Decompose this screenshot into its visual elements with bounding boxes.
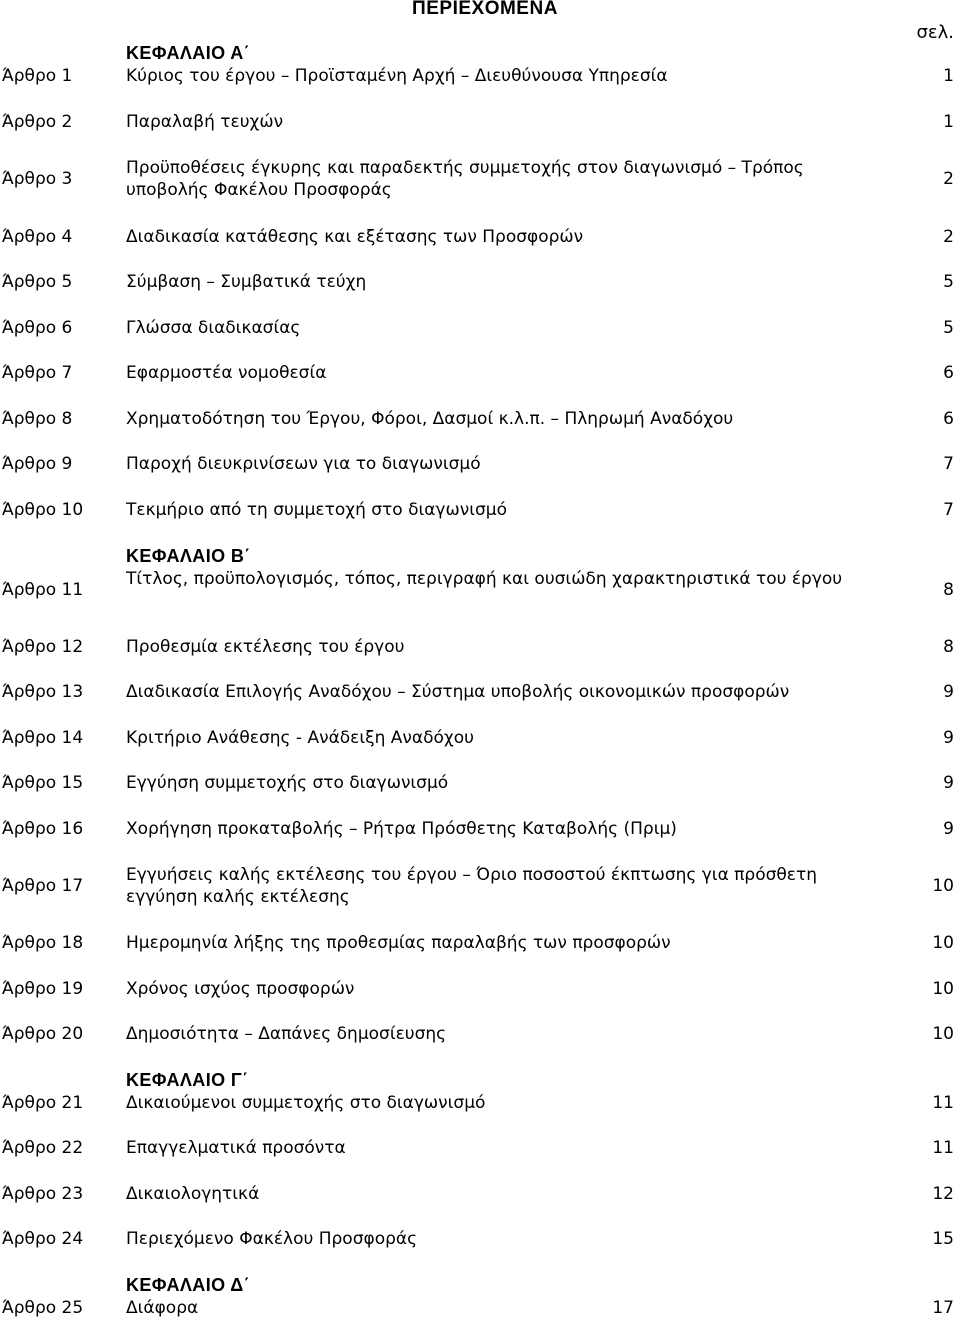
article-title: Προθεσμία εκτέλεσης του έργου — [126, 637, 405, 657]
article-title: Δικαιολογητικά — [126, 1184, 260, 1204]
page-column-header: σελ. — [916, 22, 954, 43]
article-title: Γλώσσα διαδικασίας — [126, 318, 301, 338]
chapter-heading-c: ΚΕΦΑΛΑΙΟ Γ΄ — [126, 1070, 249, 1090]
article-page: 7 — [943, 500, 954, 520]
article-title: Εγγύηση συμμετοχής στο διαγωνισμό — [126, 773, 449, 793]
article-label: Άρθρο 22 — [2, 1138, 84, 1158]
article-page: 11 — [932, 1093, 954, 1113]
article-label: Άρθρο 3 — [2, 169, 73, 189]
article-title: Δημοσιότητα – Δαπάνες δημοσίευσης — [126, 1024, 447, 1044]
article-label: Άρθρο 16 — [2, 819, 84, 839]
article-label: Άρθρο 4 — [2, 227, 73, 247]
article-title: Δικαιούμενοι συμμετοχής στο διαγωνισμό — [126, 1093, 486, 1113]
article-title: Διάφορα — [126, 1298, 199, 1318]
article-page: 9 — [943, 682, 954, 702]
page-title: ΠΕΡΙΕΧΟΜΕΝΑ — [412, 0, 558, 19]
article-title: Τίτλος, προϋπολογισμός, τόπος, περιγραφή και ουσιώδη χαρακτηριστικά του έργου — [126, 569, 843, 589]
chapter-heading-a: ΚΕΦΑΛΑΙΟ Α΄ — [126, 43, 251, 63]
article-title: Διαδικασία κατάθεσης και εξέτασης των Προσφορών — [126, 227, 584, 247]
article-page: 10 — [932, 1024, 954, 1044]
article-label: Άρθρο 14 — [2, 728, 84, 748]
article-label: Άρθρο 11 — [2, 580, 84, 600]
article-title: Προϋποθέσεις έγκυρης και παραδεκτής συμμετοχής στον διαγωνισμό – Τρόπος υποβολής Φακέλου Προσφοράς — [126, 158, 804, 200]
article-title: Εγγυήσεις καλής εκτέλεσης του έργου – Όριο ποσοστού έκπτωσης για πρόσθετη εγγύηση καλής εκτέλεσης — [126, 865, 817, 907]
article-label: Άρθρο 9 — [2, 454, 73, 474]
article-label: Άρθρο 5 — [2, 272, 73, 292]
article-page: 9 — [943, 773, 954, 793]
article-label: Άρθρο 1 — [2, 66, 73, 86]
article-title: Περιεχόμενο Φακέλου Προσφοράς — [126, 1229, 418, 1249]
article-title: Τεκμήριο από τη συμμετοχή στο διαγωνισμό — [126, 500, 507, 520]
article-label: Άρθρο 7 — [2, 363, 73, 383]
article-page: 1 — [943, 66, 954, 86]
article-page: 11 — [932, 1138, 954, 1158]
article-page: 10 — [932, 876, 954, 896]
chapter-heading-d: ΚΕΦΑΛΑΙΟ Δ΄ — [126, 1275, 250, 1295]
article-page: 10 — [932, 979, 954, 999]
article-page: 9 — [943, 819, 954, 839]
article-title: Επαγγελματικά προσόντα — [126, 1138, 346, 1158]
article-label: Άρθρο 25 — [2, 1298, 84, 1318]
article-label: Άρθρο 23 — [2, 1184, 84, 1204]
article-title: Κριτήριο Ανάθεσης - Ανάδειξη Αναδόχου — [126, 728, 474, 748]
article-page: 8 — [943, 637, 954, 657]
article-title: Ημερομηνία λήξης της προθεσμίας παραλαβής των προσφορών — [126, 933, 671, 953]
article-label: Άρθρο 17 — [2, 876, 84, 896]
article-page: 7 — [943, 454, 954, 474]
article-page: 2 — [943, 227, 954, 247]
article-page: 15 — [932, 1229, 954, 1249]
article-title: Παραλαβή τευχών — [126, 112, 284, 132]
article-page: 6 — [943, 363, 954, 383]
article-label: Άρθρο 21 — [2, 1093, 84, 1113]
article-page: 1 — [943, 112, 954, 132]
article-label: Άρθρο 8 — [2, 409, 73, 429]
article-page: 5 — [943, 272, 954, 292]
article-label: Άρθρο 19 — [2, 979, 84, 999]
article-label: Άρθρο 13 — [2, 682, 84, 702]
article-title: Χρόνος ισχύος προσφορών — [126, 979, 355, 999]
article-label: Άρθρο 12 — [2, 637, 84, 657]
article-label: Άρθρο 15 — [2, 773, 84, 793]
article-title: Διαδικασία Επιλογής Αναδόχου – Σύστημα υποβολής οικονομικών προσφορών — [126, 682, 790, 702]
article-label: Άρθρο 24 — [2, 1229, 84, 1249]
article-page: 8 — [943, 580, 954, 600]
chapter-heading-b: ΚΕΦΑΛΑΙΟ Β΄ — [126, 546, 251, 566]
article-title: Χρηματοδότηση του Έργου, Φόροι, Δασμοί κ.λ.π. – Πληρωμή Αναδόχου — [126, 409, 734, 429]
article-title: Χορήγηση προκαταβολής – Ρήτρα Πρόσθετης Καταβολής (Πριμ) — [126, 819, 677, 839]
article-page: 10 — [932, 933, 954, 953]
article-label: Άρθρο 6 — [2, 318, 73, 338]
article-label: Άρθρο 2 — [2, 112, 73, 132]
article-title: Παροχή διευκρινίσεων για το διαγωνισμό — [126, 454, 481, 474]
article-page: 6 — [943, 409, 954, 429]
article-title: Κύριος του έργου – Προϊσταμένη Αρχή – Διευθύνουσα Υπηρεσία — [126, 66, 668, 86]
article-label: Άρθρο 20 — [2, 1024, 84, 1044]
article-label: Άρθρο 10 — [2, 500, 84, 520]
article-page: 12 — [932, 1184, 954, 1204]
article-title: Εφαρμοστέα νομοθεσία — [126, 363, 327, 383]
article-label: Άρθρο 18 — [2, 933, 84, 953]
article-page: 17 — [932, 1298, 954, 1318]
article-page: 2 — [943, 169, 954, 189]
article-title: Σύμβαση – Συμβατικά τεύχη — [126, 272, 367, 292]
article-page: 9 — [943, 728, 954, 748]
article-page: 5 — [943, 318, 954, 338]
